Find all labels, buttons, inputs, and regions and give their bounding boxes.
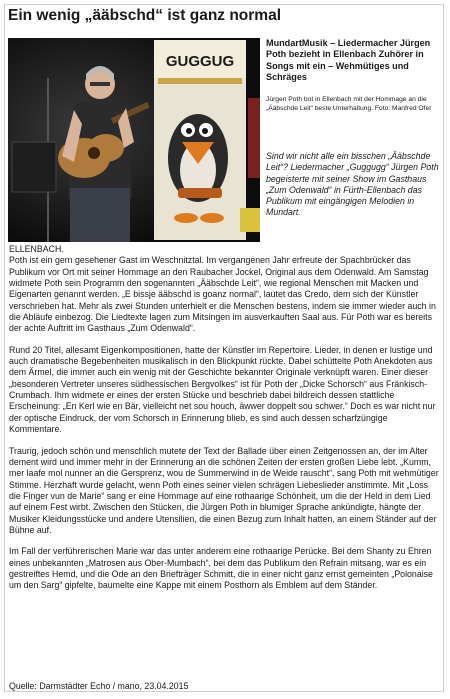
paragraph-2: Rund 20 Titel, allesamt Eigenkompositionen, hatte der Künstler im Repertoire. Lieder, in denen er lustige und auch dramatische Begebenheiten musikalisch in den Blickpunkt rückte. Dabei schüttelte Poth Anekdoten aus dem Ärmel, die immer auch ein wenig mit der Geschichte bekannter Originale verknüpft waren. Einer dieser „besonderen Vertreter unseres südhessischen Bergvolkes“ ist für Poth der „Dicke Schorsch“ aus Fränkisch-Crumbach. Ihm widmete er eines der ersten Stücke und beschrieb dabei bildreich dessen stattliche Erscheinung: „En Kerl wie en Bär, vielleicht net sou houch, äwwer doppelt sou schwer.“ Doch es war nicht nur der optische Eindruck, der vom Schorsch in Erinnerung blieb, es sind auch dessen scharfzüngige Kommentare. xyxy=(9,344,436,435)
article-headline: Ein wenig „ääbschd“ ist ganz normal xyxy=(8,7,282,24)
performer-photo-illustration xyxy=(8,38,260,242)
article-kicker: MundartMusik – Liedermacher Jürgen Poth bezieht in Ellenbach Zuhörer in Songs mit ein – Wehmütiges und Schräges xyxy=(266,38,431,83)
article-teaser: Sind wir nicht alle ein bisschen „Ääbschde Leit“? Liedermacher „Guggugg“ Jürgen Poth begeisterte mit seiner Show im Gasthaus „Zum Odenwald“ in Fürth-Ellenbach das Publikum mit eingängigen Melodien in Mundart. xyxy=(266,151,439,218)
article-body xyxy=(9,244,442,602)
paragraph-1: Poth ist ein gern gesehener Gast im Weschnitztal. Im vergangenen Jahr erfreute der Spachbrücker das Publikum vor Ort mit seiner Hommage an den Raubacher Jockel, Original aus dem Odenwald. Am Samstag widmete Poth sein Programm den sogenannten „Ääbschde Leit“, wie regional Menschen mit Macken und Eigenarten genannt werden. „E bissje ääbschd is goanz normal“, lautet das Credo, dem sich der Künstler verschrieben hat. Mehr als zwei Stunden unterhielt er die Menschen bestens, indem sie immer wieder auch in die Abläufe einbezog. Die Liedtexte lagen zum Mitsingen im ausverkauften Saal aus. Für Poth war es bereits der achte Auftritt im Gasthaus „Zum Odenwald“. xyxy=(9,255,436,334)
photo-caption: Jürgen Poth bot in Ellenbach mit der Hommage an die „Ääbschde Leit“ beste Unterhaltung. Foto: Manfred Ofer xyxy=(266,96,432,112)
paragraph-4: Im Fall der verführerischen Marie war das unter anderem eine rothaarige Perücke. Bei dem Shanty zu Ehren eines unbekannten „Matrosen aus Ober-Mumbach“, bei dem das Publikum den Refrain mitsang, war es ein gestreiftes Hemd, und die Ode an den Briefträger Schmitt, die in einer nicht ganz ernst gemeinten „Polonaise um den Sarg“ gipfelte, baumelte eine Kappe mit einem Posthorn als Emblem auf dem Ständer. xyxy=(9,546,433,591)
source-line: Quelle: Darmstädter Echo / mano, 23.04.2015 xyxy=(9,681,189,691)
dateline: ELLENBACH. xyxy=(9,244,64,254)
paragraph-3: Traurig, jedoch schön und menschlich mutete der Text der Ballade über einen Zeitgenossen an, der im Alter dement wird und immer mehr in der Erinnerung an die schönen Zeiten der ersten großen Liebe lebt. „Kumm, mer laafe mol nunner an die Gersprenz, wou de Summerwind in de Weide rauscht“, sang Poth mit wehmütiger Stimme. Herzhaft wurde gelacht, wenn Poth eines seiner vielen schrägen Liebeslieder anstimmte. Mit „Loss die Finger vun de Marie“ sang er eine Hommage auf eine rothaarige Schönheit, um die der Held in dem Lied auf einem Fest wirbt. Zwischen den Stücken, die Jürgen Poth in blumiger Sprache ankündigte, hängte der Musiker Kleidungsstücke und andere Utensilien, die einen Bezug zum Inhalt hatten, an einem Ständer auf der Bühne auf. xyxy=(9,445,439,535)
banner-sign-text: GUGGUG xyxy=(165,53,235,70)
article-photo xyxy=(8,38,260,242)
